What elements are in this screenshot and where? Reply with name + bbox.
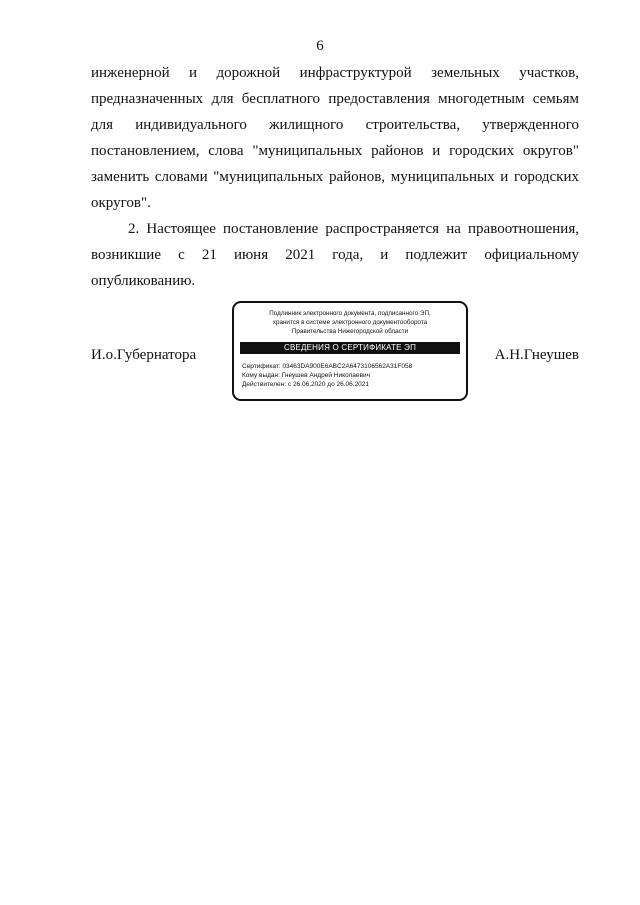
signer-name: А.Н.Гнеушев <box>494 347 579 363</box>
paragraph-continuation: инженерной и дорожной инфраструктурой земельных участков, предназначенных для бесплатного предоставления многодетным семьям для индивидуального жилищного строительства, утвержденного постановлением, слова "муниципальных районов и городских округов" заменить словами "муниципальных районов, муниципальных и городских округов". <box>91 65 579 211</box>
stamp-header-line: хранится в системе электронного документооборота <box>272 319 428 326</box>
stamp-header-line: Правительства Нижегородской области <box>291 328 409 335</box>
stamp-details <box>234 362 466 389</box>
electronic-signature-stamp <box>232 301 468 401</box>
cert-validity-label: Действителен: <box>242 381 287 388</box>
cert-owner-value: Гнеушев Андрей Николаевич <box>281 372 370 379</box>
stamp-title-bar: СВЕДЕНИЯ О СЕРТИФИКАТЕ ЭП <box>240 342 460 354</box>
stamp-header <box>234 309 466 336</box>
cert-owner-label: Кому выдан: <box>242 372 280 379</box>
paragraph-item-2: 2. Настоящее постановление распространяется на правоотношения, возникшие с 21 июня 2021 года, и подлежит официальному опубликованию. <box>91 221 579 289</box>
cert-number-label: Сертификат: <box>242 363 281 370</box>
stamp-header-line: Подлинник электронного документа, подписанного ЭП, <box>269 310 431 317</box>
cert-number-row <box>242 362 466 371</box>
page-number: 6 <box>316 38 324 54</box>
signature-block <box>0 301 640 411</box>
cert-number-value: 03463DA900E6ABC2A6473106562A31F058 <box>282 363 413 370</box>
cert-validity-value: с 26.06.2020 до 26.06.2021 <box>287 381 370 388</box>
cert-owner-row <box>242 371 466 380</box>
cert-validity-row <box>242 380 466 389</box>
signer-position: И.о.Губернатора <box>91 347 197 363</box>
document-body <box>91 60 579 294</box>
